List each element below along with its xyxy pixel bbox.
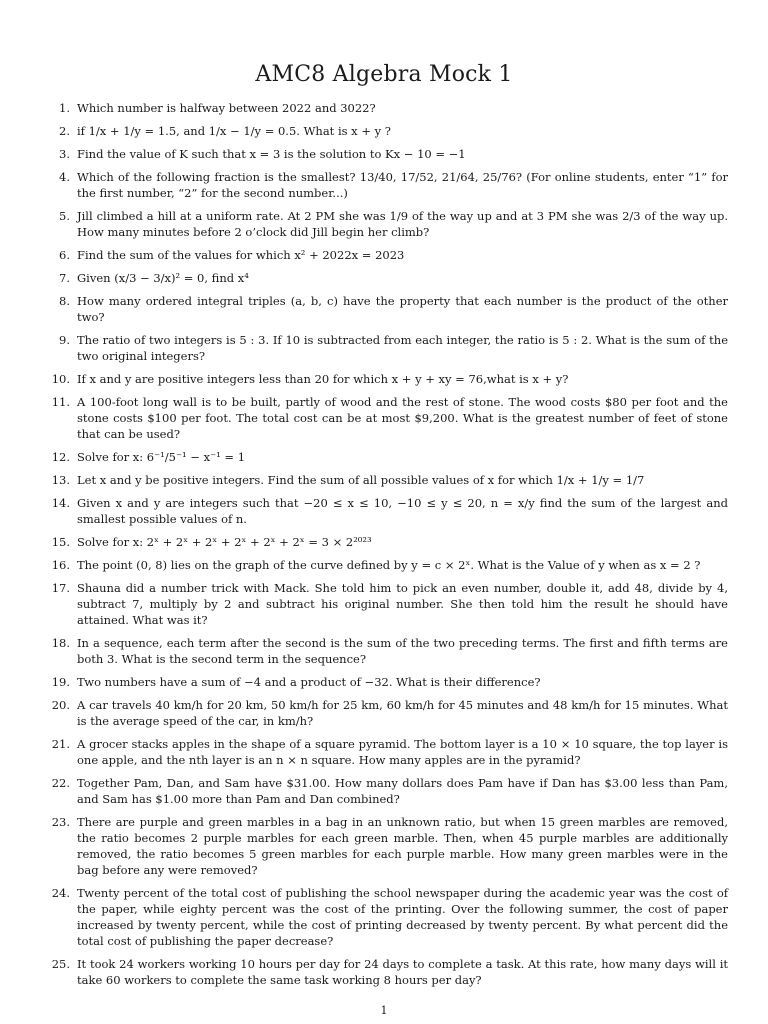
problem-text: In a sequence, each term after the second is the sum of the two preceding terms. The first and fifth terms are both 3. What is the second term in the sequence? — [77, 636, 728, 666]
problem-text: Solve for x: 6⁻¹/5⁻¹ − x⁻¹ = 1 — [77, 450, 246, 464]
problem-item — [40, 534, 728, 550]
problem-number: 22. — [51, 776, 70, 790]
problem-number: 13. — [51, 473, 70, 487]
problem-item — [40, 736, 728, 768]
problem-number: 2. — [59, 124, 70, 138]
problem-number: 12. — [51, 450, 70, 464]
problem-item — [40, 123, 728, 139]
problem-text: Together Pam, Dan, and Sam have $31.00. How many dollars does Pam have if Dan has $3.00 less than Pam, and Sam has $1.00 more than Pam and Dan combined? — [77, 776, 728, 806]
problem-number: 24. — [51, 886, 70, 900]
problem-text: Solve for x: 2ˣ + 2ˣ + 2ˣ + 2ˣ + 2ˣ + 2ˣ = 3 × 2²⁰²³ — [77, 535, 372, 549]
problem-text: Jill climbed a hill at a uniform rate. At 2 PM she was 1/9 of the way up and at 3 PM she was 2/3 of the way up. How many minutes before 2 o’clock did Jill begin her climb? — [77, 209, 728, 239]
problem-item — [40, 674, 728, 690]
problem-number: 17. — [51, 581, 70, 595]
problem-number: 10. — [51, 372, 70, 386]
problem-text: Which number is halfway between 2022 and 3022? — [77, 101, 376, 115]
problem-text: A grocer stacks apples in the shape of a square pyramid. The bottom layer is a 10 × 10 square, the top layer is one apple, and the nth layer is an n × n square. How many apples are in the pyramid? — [77, 737, 728, 767]
problem-item — [40, 557, 728, 573]
page-title: AMC8 Algebra Mock 1 — [255, 62, 513, 87]
problem-text: How many ordered integral triples (a, b, c) have the property that each number is the product of the other two? — [77, 294, 728, 324]
problem-text: Which of the following fraction is the smallest? 13/40, 17/52, 21/64, 25/76? (For online students, enter “1” for the first number, “2” for the second number...) — [77, 170, 728, 200]
problem-text: Given (x/3 − 3/x)² = 0, find x⁴ — [77, 271, 249, 285]
problem-item — [40, 814, 728, 878]
problem-item — [40, 472, 728, 488]
problem-text: if 1/x + 1/y = 1.5, and 1/x − 1/y = 0.5. What is x + y ? — [77, 124, 391, 138]
problem-number: 3. — [59, 147, 70, 161]
problem-item — [40, 885, 728, 949]
problem-text: A 100-foot long wall is to be built, partly of wood and the rest of stone. The wood costs $80 per foot and the stone costs $100 per foot. The total cost can be at most $9,200. What is the greatest number of feet of stone that can be used? — [77, 395, 728, 441]
problem-number: 5. — [59, 209, 70, 223]
problem-item — [40, 247, 728, 263]
problem-item — [40, 371, 728, 387]
problem-item — [40, 332, 728, 364]
problem-item — [40, 580, 728, 628]
problem-text: Shauna did a number trick with Mack. She told him to pick an even number, double it, add 48, divide by 4, subtract 7, multiply by 2 and subtract his original number. She then told him the result he should have attained. What was it? — [77, 581, 728, 627]
problem-number: 8. — [59, 294, 70, 308]
problem-item — [40, 635, 728, 667]
problem-text: A car travels 40 km/h for 20 km, 50 km/h for 25 km, 60 km/h for 45 minutes and 48 km/h for 15 minutes. What is the average speed of the car, in km/h? — [77, 698, 728, 728]
problem-number: 4. — [59, 170, 70, 184]
problem-item — [40, 146, 728, 162]
problem-text: Find the value of K such that x = 3 is the solution to Kx − 10 = −1 — [77, 147, 466, 161]
problem-text: Find the sum of the values for which x² + 2022x = 2023 — [77, 248, 405, 262]
problem-list — [40, 100, 728, 995]
problem-item — [40, 270, 728, 286]
problem-item — [40, 293, 728, 325]
problem-number: 19. — [51, 675, 70, 689]
problem-item — [40, 775, 728, 807]
problem-text: The point (0, 8) lies on the graph of the curve defined by y = c × 2ˣ. What is the Value of y when as x = 2 ? — [77, 558, 701, 572]
problem-number: 15. — [51, 535, 70, 549]
page-number: 1 — [380, 1004, 388, 1017]
problem-item — [40, 100, 728, 116]
problem-number: 20. — [51, 698, 70, 712]
problem-text: Given x and y are integers such that −20 ≤ x ≤ 10, −10 ≤ y ≤ 20, n = x/y find the sum of the largest and smallest possible values of n. — [77, 496, 728, 526]
problem-number: 16. — [51, 558, 70, 572]
problem-number: 11. — [51, 395, 70, 409]
problem-number: 1. — [59, 101, 70, 115]
problem-item — [40, 956, 728, 988]
problem-item — [40, 697, 728, 729]
problem-text: There are purple and green marbles in a bag in an unknown ratio, but when 15 green marbles are removed, the ratio becomes 2 purple marbles for each green marble. Then, when 45 purple marbles are additionally removed, the ratio becomes 5 green marbles for each purple marble. How many green marbles were in the bag before any were removed? — [77, 815, 728, 877]
problem-number: 9. — [59, 333, 70, 347]
problem-number: 23. — [51, 815, 70, 829]
problem-number: 6. — [59, 248, 70, 262]
problem-text: Two numbers have a sum of −4 and a product of −32. What is their difference? — [77, 675, 541, 689]
problem-item — [40, 495, 728, 527]
problem-text: It took 24 workers working 10 hours per day for 24 days to complete a task. At this rate, how many days will it take 60 workers to complete the same task working 8 hours per day? — [77, 957, 728, 987]
problem-item — [40, 208, 728, 240]
problem-number: 18. — [51, 636, 70, 650]
problem-number: 21. — [51, 737, 70, 751]
problem-number: 14. — [51, 496, 70, 510]
problem-number: 25. — [51, 957, 70, 971]
problem-item — [40, 169, 728, 201]
problem-item — [40, 449, 728, 465]
problem-text: If x and y are positive integers less than 20 for which x + y + xy = 76,what is x + y? — [77, 372, 569, 386]
problem-number: 7. — [59, 271, 70, 285]
problem-text: Let x and y be positive integers. Find the sum of all possible values of x for which 1/x + 1/y = 1/7 — [77, 473, 645, 487]
problem-item — [40, 394, 728, 442]
problem-text: The ratio of two integers is 5 : 3. If 10 is subtracted from each integer, the ratio is 5 : 2. What is the sum of the two original integers? — [77, 333, 728, 363]
problem-text: Twenty percent of the total cost of publishing the school newspaper during the academic year was the cost of the paper, while eighty percent was the cost of the printing. Over the following summer, the cost of paper increased by twenty percent, while the cost of printing decreased by twenty percent. By what percent did the total cost of publishing the paper decrease? — [77, 886, 728, 948]
